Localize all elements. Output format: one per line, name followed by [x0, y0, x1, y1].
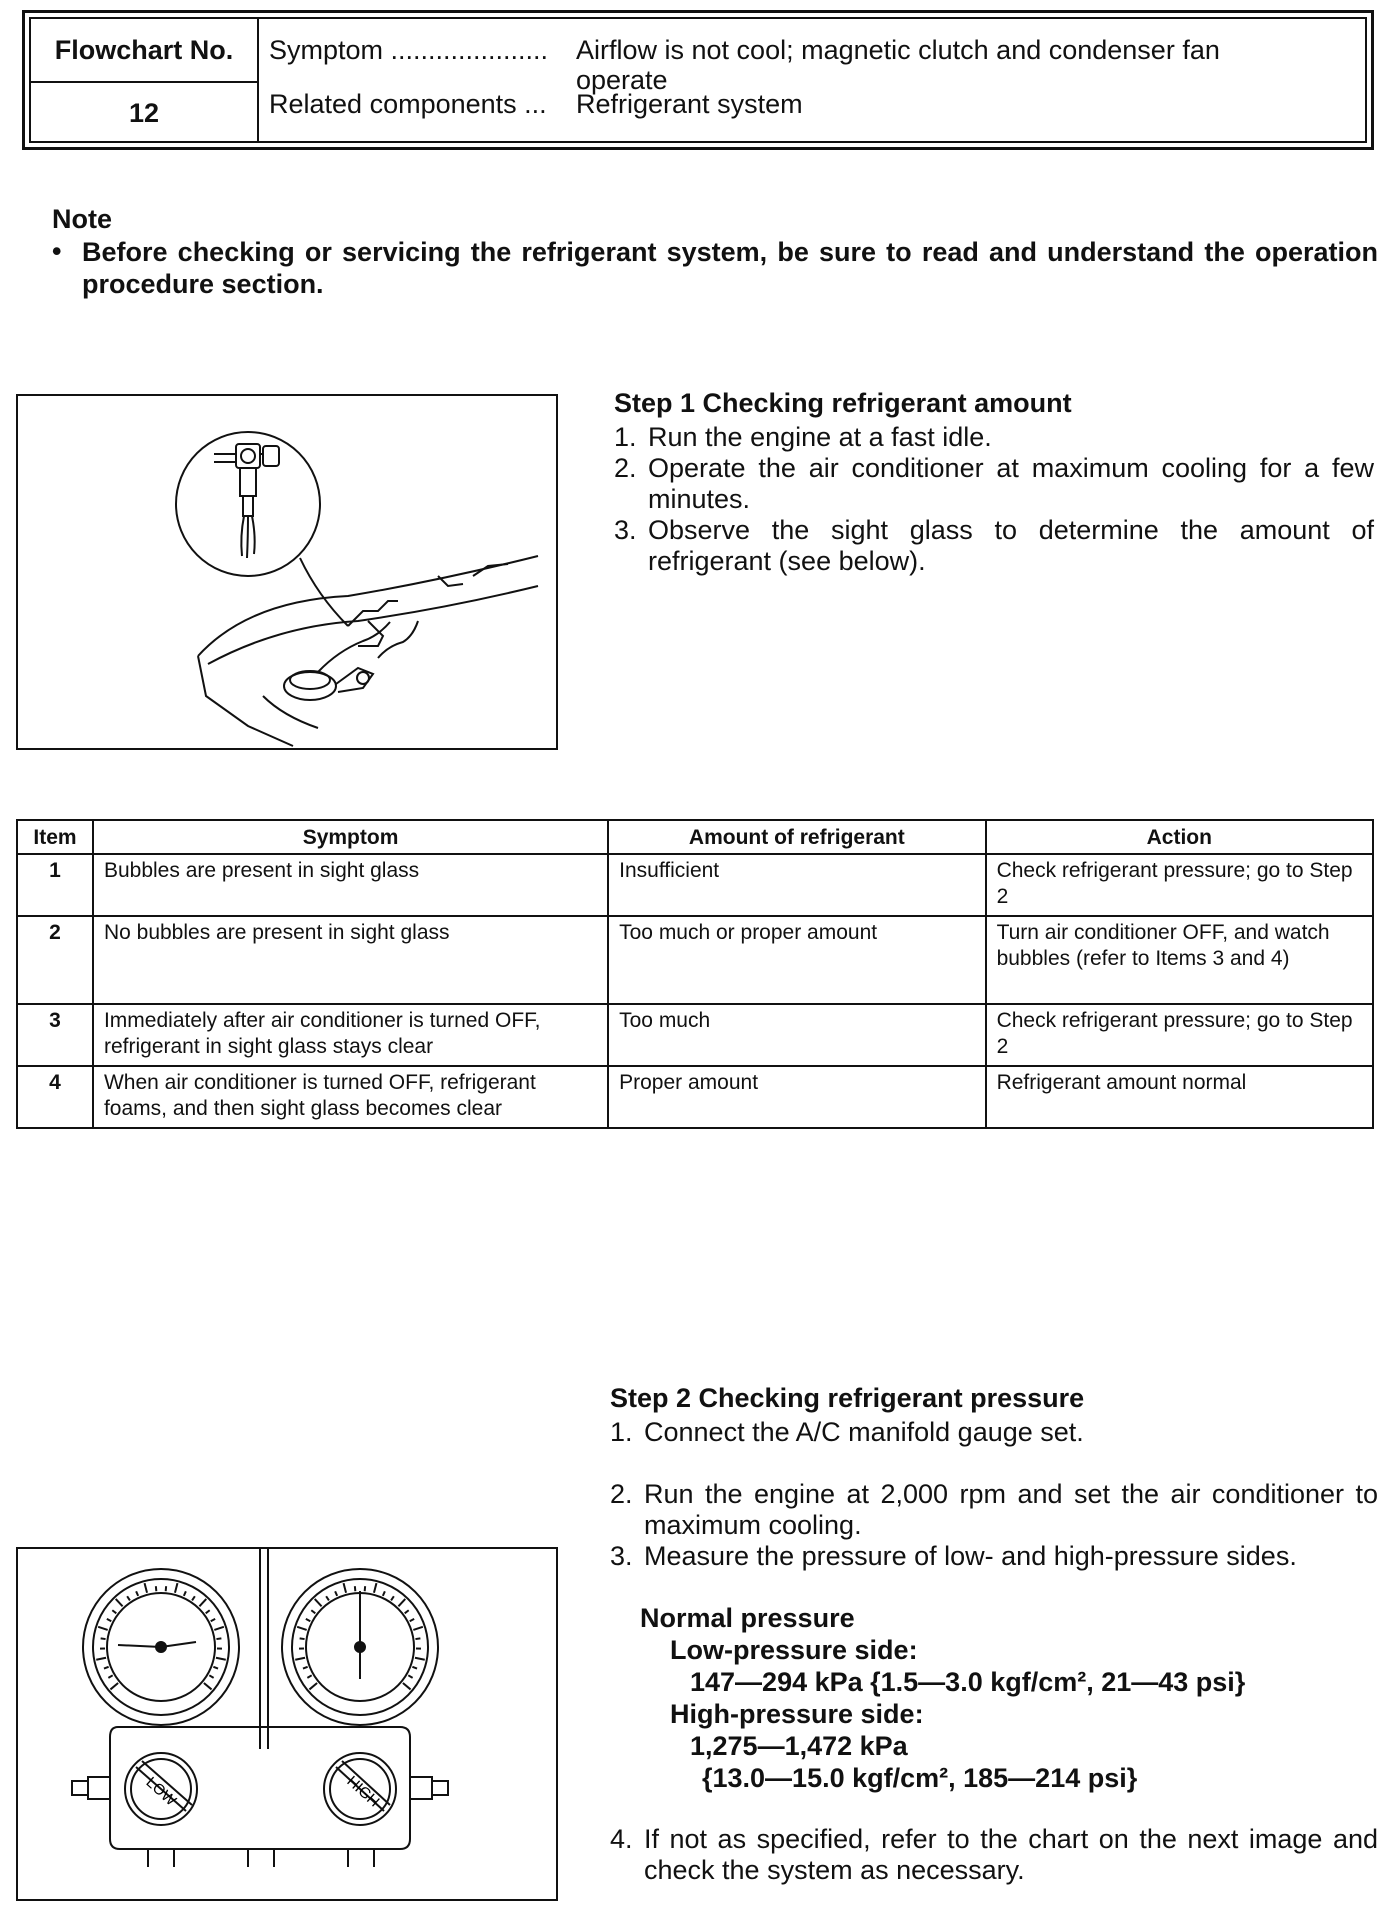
- step1-heading: Step 1 Checking refrigerant amount: [614, 388, 1072, 418]
- step1-item: 1. Run the engine at a fast idle.: [614, 422, 992, 452]
- cell-item: 4: [17, 1066, 93, 1128]
- flowchart-header-inner: [29, 17, 1367, 143]
- gauge-tick: [408, 1675, 412, 1678]
- gauge-tick: [216, 1638, 221, 1639]
- cell-action: Refrigerant amount normal: [986, 1066, 1373, 1128]
- gauge-tick: [309, 1683, 317, 1689]
- high-knob-label: HIGH: [343, 1772, 383, 1811]
- step1-section: [614, 388, 1374, 577]
- gauge-tick: [214, 1627, 224, 1630]
- low-knob-label: LOW: [142, 1773, 180, 1810]
- table-row: [17, 916, 1373, 1004]
- note-bullet: •: [52, 236, 62, 266]
- step2-list: [610, 1417, 1378, 1572]
- gauge-tick: [213, 1667, 218, 1669]
- table-row: [17, 1066, 1373, 1128]
- note-title: Note: [52, 204, 112, 234]
- related-label: Related components ...: [269, 89, 547, 119]
- gauge-tick: [206, 1610, 210, 1613]
- flowchart-details: [269, 19, 1355, 141]
- gauge-tick: [192, 1596, 195, 1600]
- step2-list-continued: [610, 1824, 1378, 1886]
- step2-item: 1. Connect the A/C manifold gauge set.: [610, 1417, 1084, 1447]
- step2-item: 4. If not as specified, refer to the chart on the next image and check the system as necessary.: [610, 1824, 1378, 1885]
- gauge-tick: [391, 1596, 394, 1600]
- flowchart-header: [22, 10, 1374, 150]
- low-pressure-label: Low-pressure side:: [670, 1635, 918, 1665]
- normal-pressure-spec: [610, 1602, 1378, 1794]
- cell-action: Check refrigerant pressure; go to Step 2: [986, 1004, 1373, 1066]
- table-header-row: [17, 820, 1373, 854]
- cell-symptom: Bubbles are present in sight glass: [93, 854, 608, 916]
- low-pressure-value: 147—294 kPa {1.5—3.0 kgf/cm², 21—43 psi}: [690, 1667, 1246, 1697]
- gauge-tick: [104, 1667, 109, 1669]
- gauge-tick: [413, 1627, 423, 1630]
- gauge-tick: [415, 1638, 420, 1639]
- gauge-tick: [300, 1638, 305, 1639]
- gauge-tick: [209, 1675, 213, 1678]
- gauge-tick: [344, 1583, 346, 1593]
- col-header-action: Action: [986, 820, 1373, 854]
- col-header-symptom: Symptom: [93, 820, 608, 854]
- gauge-tick: [98, 1627, 108, 1630]
- gauge-tick: [175, 1583, 177, 1593]
- gauge-tick: [127, 1596, 130, 1600]
- cell-amount: Too much: [608, 1004, 985, 1066]
- normal-pressure-title: Normal pressure: [640, 1603, 855, 1633]
- step1-item: 2. Operate the air conditioner at maximum cooling for a few minutes.: [614, 453, 1374, 514]
- flowchart-label: Flowchart No.: [31, 19, 257, 83]
- gauge-tick: [412, 1667, 417, 1669]
- manifold-gauge-figure: [16, 1547, 558, 1901]
- gauge-tick: [306, 1619, 310, 1621]
- cell-action: Turn air conditioner OFF, and watch bubbles (refer to Items 3 and 4): [986, 916, 1373, 1004]
- sight-glass-figure: [16, 394, 558, 750]
- gauge-tick: [204, 1683, 212, 1689]
- cell-symptom: No bubbles are present in sight glass: [93, 916, 608, 1004]
- col-header-amount: Amount of refrigerant: [608, 820, 985, 854]
- gauge-tick: [184, 1591, 186, 1596]
- step1-list: [614, 422, 1374, 577]
- high-pressure-value-kpa: 1,275—1,472 kPa: [690, 1731, 908, 1761]
- gauge-tick: [410, 1619, 414, 1621]
- gauge-tick: [112, 1610, 116, 1613]
- cell-amount: Insufficient: [608, 854, 985, 916]
- gauge-tick: [405, 1610, 409, 1613]
- cell-item: 3: [17, 1004, 93, 1066]
- table-row: [17, 854, 1373, 916]
- cell-symptom: Immediately after air conditioner is turned OFF, refrigerant in sight glass stays clear: [93, 1004, 608, 1066]
- gauge-tick: [383, 1591, 385, 1596]
- step2-heading: Step 2 Checking refrigerant pressure: [610, 1383, 1085, 1413]
- gauge-tick: [199, 1599, 206, 1606]
- sight-glass-illustration: [18, 396, 556, 748]
- gauge-tick: [116, 1599, 123, 1606]
- gauge-tick: [108, 1675, 112, 1678]
- cell-symptom: When air conditioner is turned OFF, refrigerant foams, and then sight glass becomes clear: [93, 1066, 608, 1128]
- cell-action: Check refrigerant pressure; go to Step 2: [986, 854, 1373, 916]
- high-pressure-value-kgf: {13.0—15.0 kgf/cm², 185—214 psi}: [702, 1763, 1138, 1793]
- step1-item: 3. Observe the sight glass to determine the amount of refrigerant (see below).: [614, 515, 1374, 576]
- gauge-tick: [101, 1638, 106, 1639]
- gauge-tick: [335, 1591, 337, 1596]
- table-row: [17, 1004, 1373, 1066]
- manifold-gauge-illustration: [18, 1549, 556, 1899]
- high-pressure-label: High-pressure side:: [670, 1699, 924, 1729]
- gauge-tick: [136, 1591, 138, 1596]
- gauge-tick: [374, 1583, 376, 1593]
- symptom-value: Airflow is not cool; magnetic clutch and condenser fan operate: [576, 35, 1220, 95]
- step2-section: [610, 1383, 1378, 1886]
- gauge-tick: [96, 1658, 106, 1660]
- gauge-tick: [211, 1619, 215, 1621]
- step2-item: 3. Measure the pressure of low- and high-pressure sides.: [610, 1541, 1297, 1571]
- note-text: Before checking or servicing the refrigerant system, be sure to read and understand the operation procedure section.: [82, 237, 1378, 299]
- flowchart-number-cell: [31, 19, 259, 141]
- gauge-tick: [216, 1658, 226, 1660]
- gauge-tick: [398, 1599, 405, 1606]
- related-value: Refrigerant system: [576, 89, 803, 119]
- gauge-tick: [107, 1619, 111, 1621]
- gauge-tick: [297, 1627, 307, 1630]
- gauge-tick: [315, 1599, 322, 1606]
- step2-item: 2. Run the engine at 2,000 rpm and set the air conditioner to maximum cooling.: [610, 1479, 1378, 1540]
- symptom-label: Symptom .....................: [269, 35, 549, 65]
- gauge-tick: [415, 1658, 425, 1660]
- cell-amount: Proper amount: [608, 1066, 985, 1128]
- gauge-tick: [110, 1683, 118, 1689]
- cell-amount: Too much or proper amount: [608, 916, 985, 1004]
- flowchart-number: 12: [128, 97, 160, 128]
- cell-item: 2: [17, 916, 93, 1004]
- gauge-tick: [403, 1683, 411, 1689]
- gauge-tick: [295, 1658, 305, 1660]
- cell-item: 1: [17, 854, 93, 916]
- gauge-tick: [311, 1610, 315, 1613]
- gauge-tick: [326, 1596, 329, 1600]
- gauge-tick: [307, 1675, 311, 1678]
- refrigerant-amount-table: [16, 819, 1374, 1129]
- col-header-item: Item: [17, 820, 93, 854]
- gauge-tick: [145, 1583, 147, 1593]
- gauge-tick: [303, 1667, 308, 1669]
